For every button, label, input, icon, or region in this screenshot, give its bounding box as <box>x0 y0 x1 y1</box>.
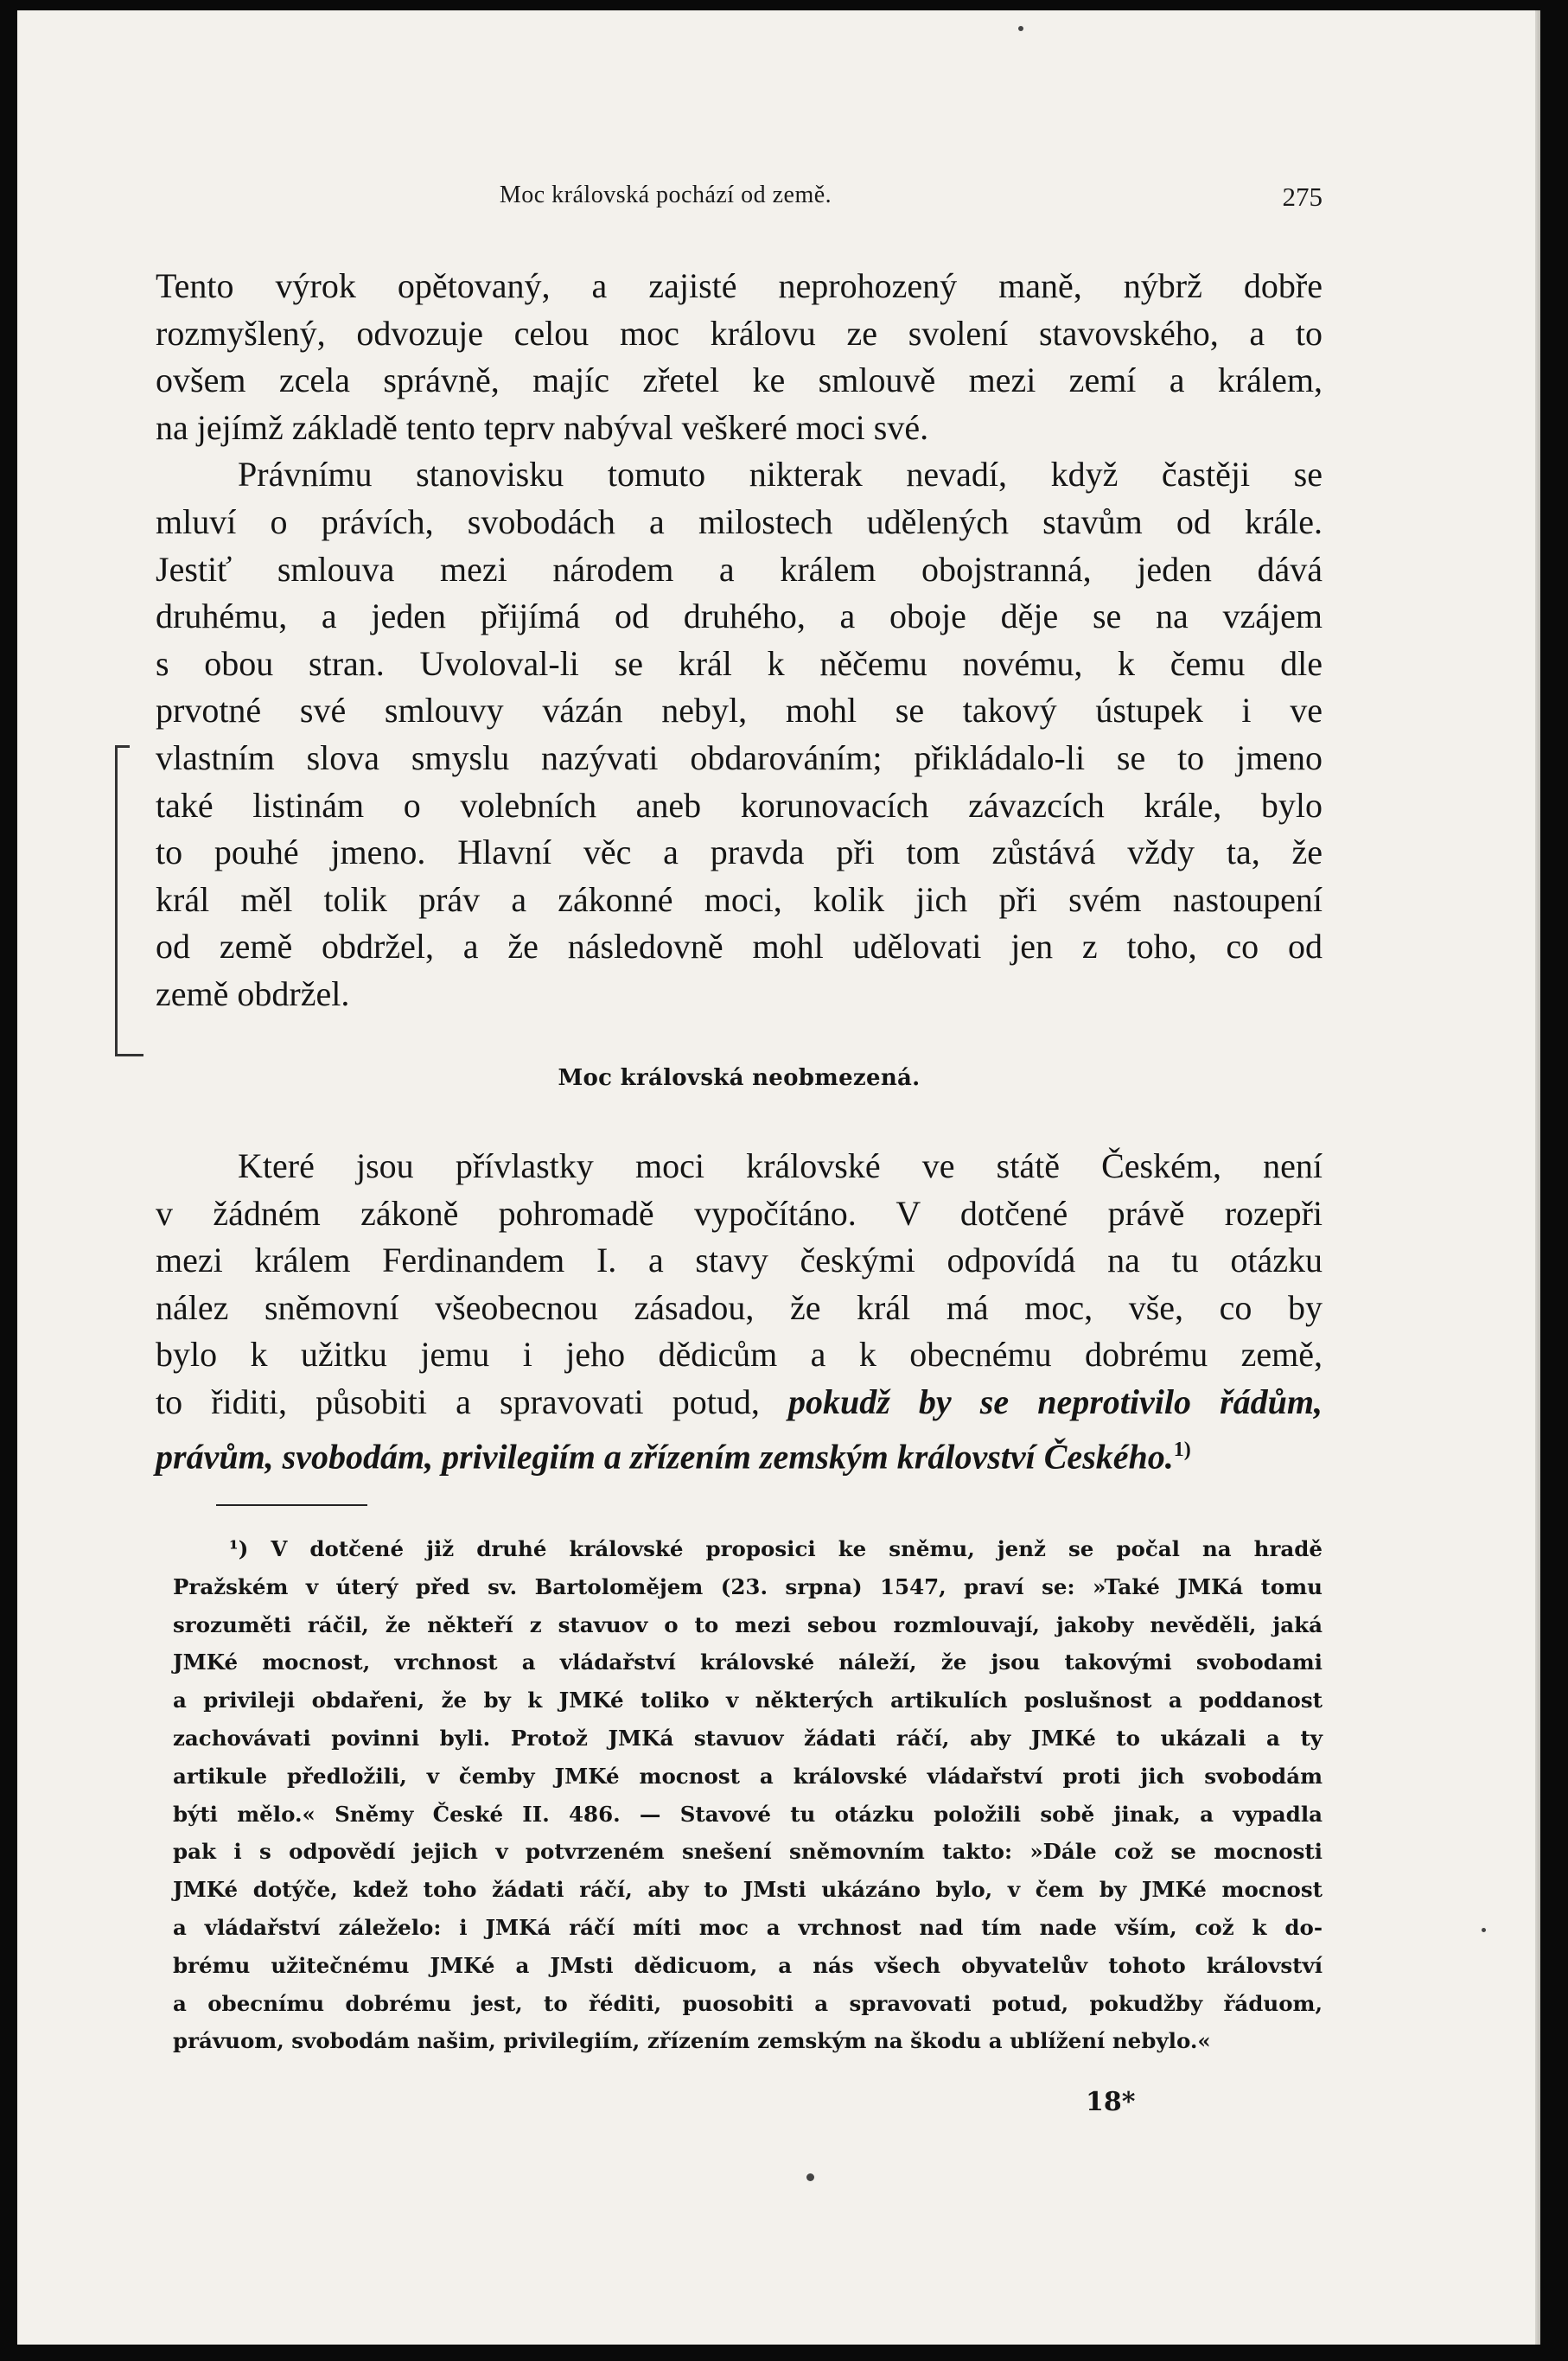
print-speck <box>806 2173 814 2181</box>
text-line: Tento výrok opětovaný, a zajisté neprohozený maně, nýbrž dobře <box>156 266 1323 305</box>
text-line: také listinám o volebních aneb korunovacích závazcích krále, bylo <box>156 785 1323 825</box>
text-line: s obou stran. Uvoloval-li se král k něčemu novému, k čemu dle <box>156 643 1323 683</box>
text-line <box>156 1379 1323 1426</box>
footnote-line: pak i s odpovědí jejich v potvrzeném snešení sněmovním takto: »Dále což se mocnosti <box>173 1839 1323 1865</box>
text-line: v žádném zákoně pohromadě vypočítáno. V dotčené právě rozepři <box>156 1193 1323 1233</box>
page-edge <box>1535 10 1540 2345</box>
footnote-line: JMKé mocnost, vrchnost a vládařství královské náleží, že jsou takovými svobodami <box>173 1650 1323 1675</box>
text-line: nález sněmovní všeobecnou zásadou, že král má moc, vše, co by <box>156 1287 1323 1327</box>
text-line: druhému, a jeden přijímá od druhého, a oboje děje se na vzájem <box>156 597 1323 636</box>
print-speck <box>1018 26 1023 31</box>
footnote-divider <box>216 1504 367 1506</box>
section-heading: Moc královská neobmezená. <box>558 1065 921 1091</box>
text-line: prvotné své smlouvy vázán nebyl, mohl se takový ústupek i ve <box>156 691 1323 731</box>
text-run: to řiditi, působiti a spravovati potud, <box>156 1382 788 1421</box>
footnote-line: ¹) V dotčené již druhé královské proposici ke sněmu, jenž se počal na hradě <box>229 1536 1323 1561</box>
text-line: mluví o právích, svobodách a milostech udělených stavům od krále. <box>156 501 1323 541</box>
paragraph-2 <box>156 1143 1323 1480</box>
page-number: 275 <box>1282 182 1323 212</box>
footnote-line: právuom, svobodám našim, privilegiím, zřízením zemským na škodu a ublížení nebylo.« <box>173 2028 1211 2054</box>
signature-mark: 18* <box>1086 2087 1136 2117</box>
footnote-marker: 1) <box>1173 1438 1191 1461</box>
text-line: Právnímu stanovisku tomuto nikterak nevadí, když častěji se <box>238 455 1323 495</box>
text-line: na jejímž základě tento teprv nabýval veškeré moci své. <box>156 407 929 447</box>
margin-bracket-mark <box>115 745 133 1056</box>
paragraph-1 <box>156 263 1323 1018</box>
footnote-line: Pražském v úterý před sv. Bartolomějem (23. srpna) 1547, praví se: »Také JMKá tomu <box>173 1573 1323 1599</box>
text-line: ovšem zcela správně, majíc zřetel ke smlouvě mezi zemí a králem, <box>156 361 1323 400</box>
footnote-line: brému užitečnému JMKé a JMsti dědicuom, a nás všech obyvatelův tohoto království <box>173 1952 1323 1978</box>
italic-text: právům, svobodám, privilegiím a zřízením zemským království Českého. <box>156 1436 1174 1476</box>
footnote-line: a privileji obdařeni, že by k JMKé toliko v některých artikulích poslušnost a poddanost <box>173 1688 1323 1713</box>
text-line: od země obdržel, a že následovně mohl udělovati jen z toho, co od <box>156 927 1323 967</box>
text-line: král měl tolik práv a zákonné moci, kolik jich při svém nastoupení <box>156 879 1323 919</box>
text-line: bylo k užitku jemu i jeho dědicům a k obecnému dobrému země, <box>156 1335 1323 1375</box>
text-line: Jestiť smlouva mezi národem a králem obojstranná, jeden dává <box>156 549 1323 589</box>
text-line: země obdržel. <box>156 973 350 1013</box>
running-header <box>173 182 1323 216</box>
footnote-line: JMKé dotýče, kdež toho žádati ráčí, aby to JMsti ukázáno bylo, v čem by JMKé mocnost <box>173 1877 1323 1903</box>
italic-text: pokudž by se neprotivilo řádům, <box>787 1382 1323 1421</box>
footnote-line: artikule předložili, v čemby JMKé mocnost a královské vládařství proti jich svobodám <box>173 1763 1323 1789</box>
text-line <box>156 1426 1323 1481</box>
footnote-line: býti mělo.« Sněmy České II. 486. — Stavové tu otázku položili sobě jinak, a vypadla <box>173 1801 1323 1827</box>
footnote-line: zachovávati povinni byli. Protož JMKá stavuov žádati ráčí, aby JMKé to ukázali a ty <box>173 1725 1323 1751</box>
footnote-line: srozuměti ráčil, že někteří z stavuov o to mezi sebou rozmlouvají, jakoby nevěděli, jaká <box>173 1611 1323 1637</box>
text-line: vlastním slova smyslu nazývati obdarováním; přikládalo-li se to jmeno <box>156 737 1323 777</box>
text-line: Které jsou přívlastky moci královské ve státě Českém, není <box>238 1146 1323 1185</box>
footnote-line: a vládařství záleželo: i JMKá ráčí míti moc a vrchnost nad tím nade vším, což k do- <box>173 1914 1323 1940</box>
text-line: to pouhé jmeno. Hlavní věc a pravda při tom zůstává vždy ta, že <box>156 833 1323 872</box>
footnote <box>173 1530 1323 2060</box>
running-title: Moc královská pochází od země. <box>499 182 832 208</box>
text-line: rozmyšlený, odvozuje celou moc královu ze svolení stavovského, a to <box>156 313 1323 353</box>
footnote-line: a obecnímu dobrému jest, to řéditi, puosobiti a spravovati potud, pokudžby řáduom, <box>173 1990 1323 2016</box>
text-line: mezi králem Ferdinandem I. a stavy českými odpovídá na tu otázku <box>156 1241 1323 1280</box>
print-speck <box>1482 1928 1486 1932</box>
